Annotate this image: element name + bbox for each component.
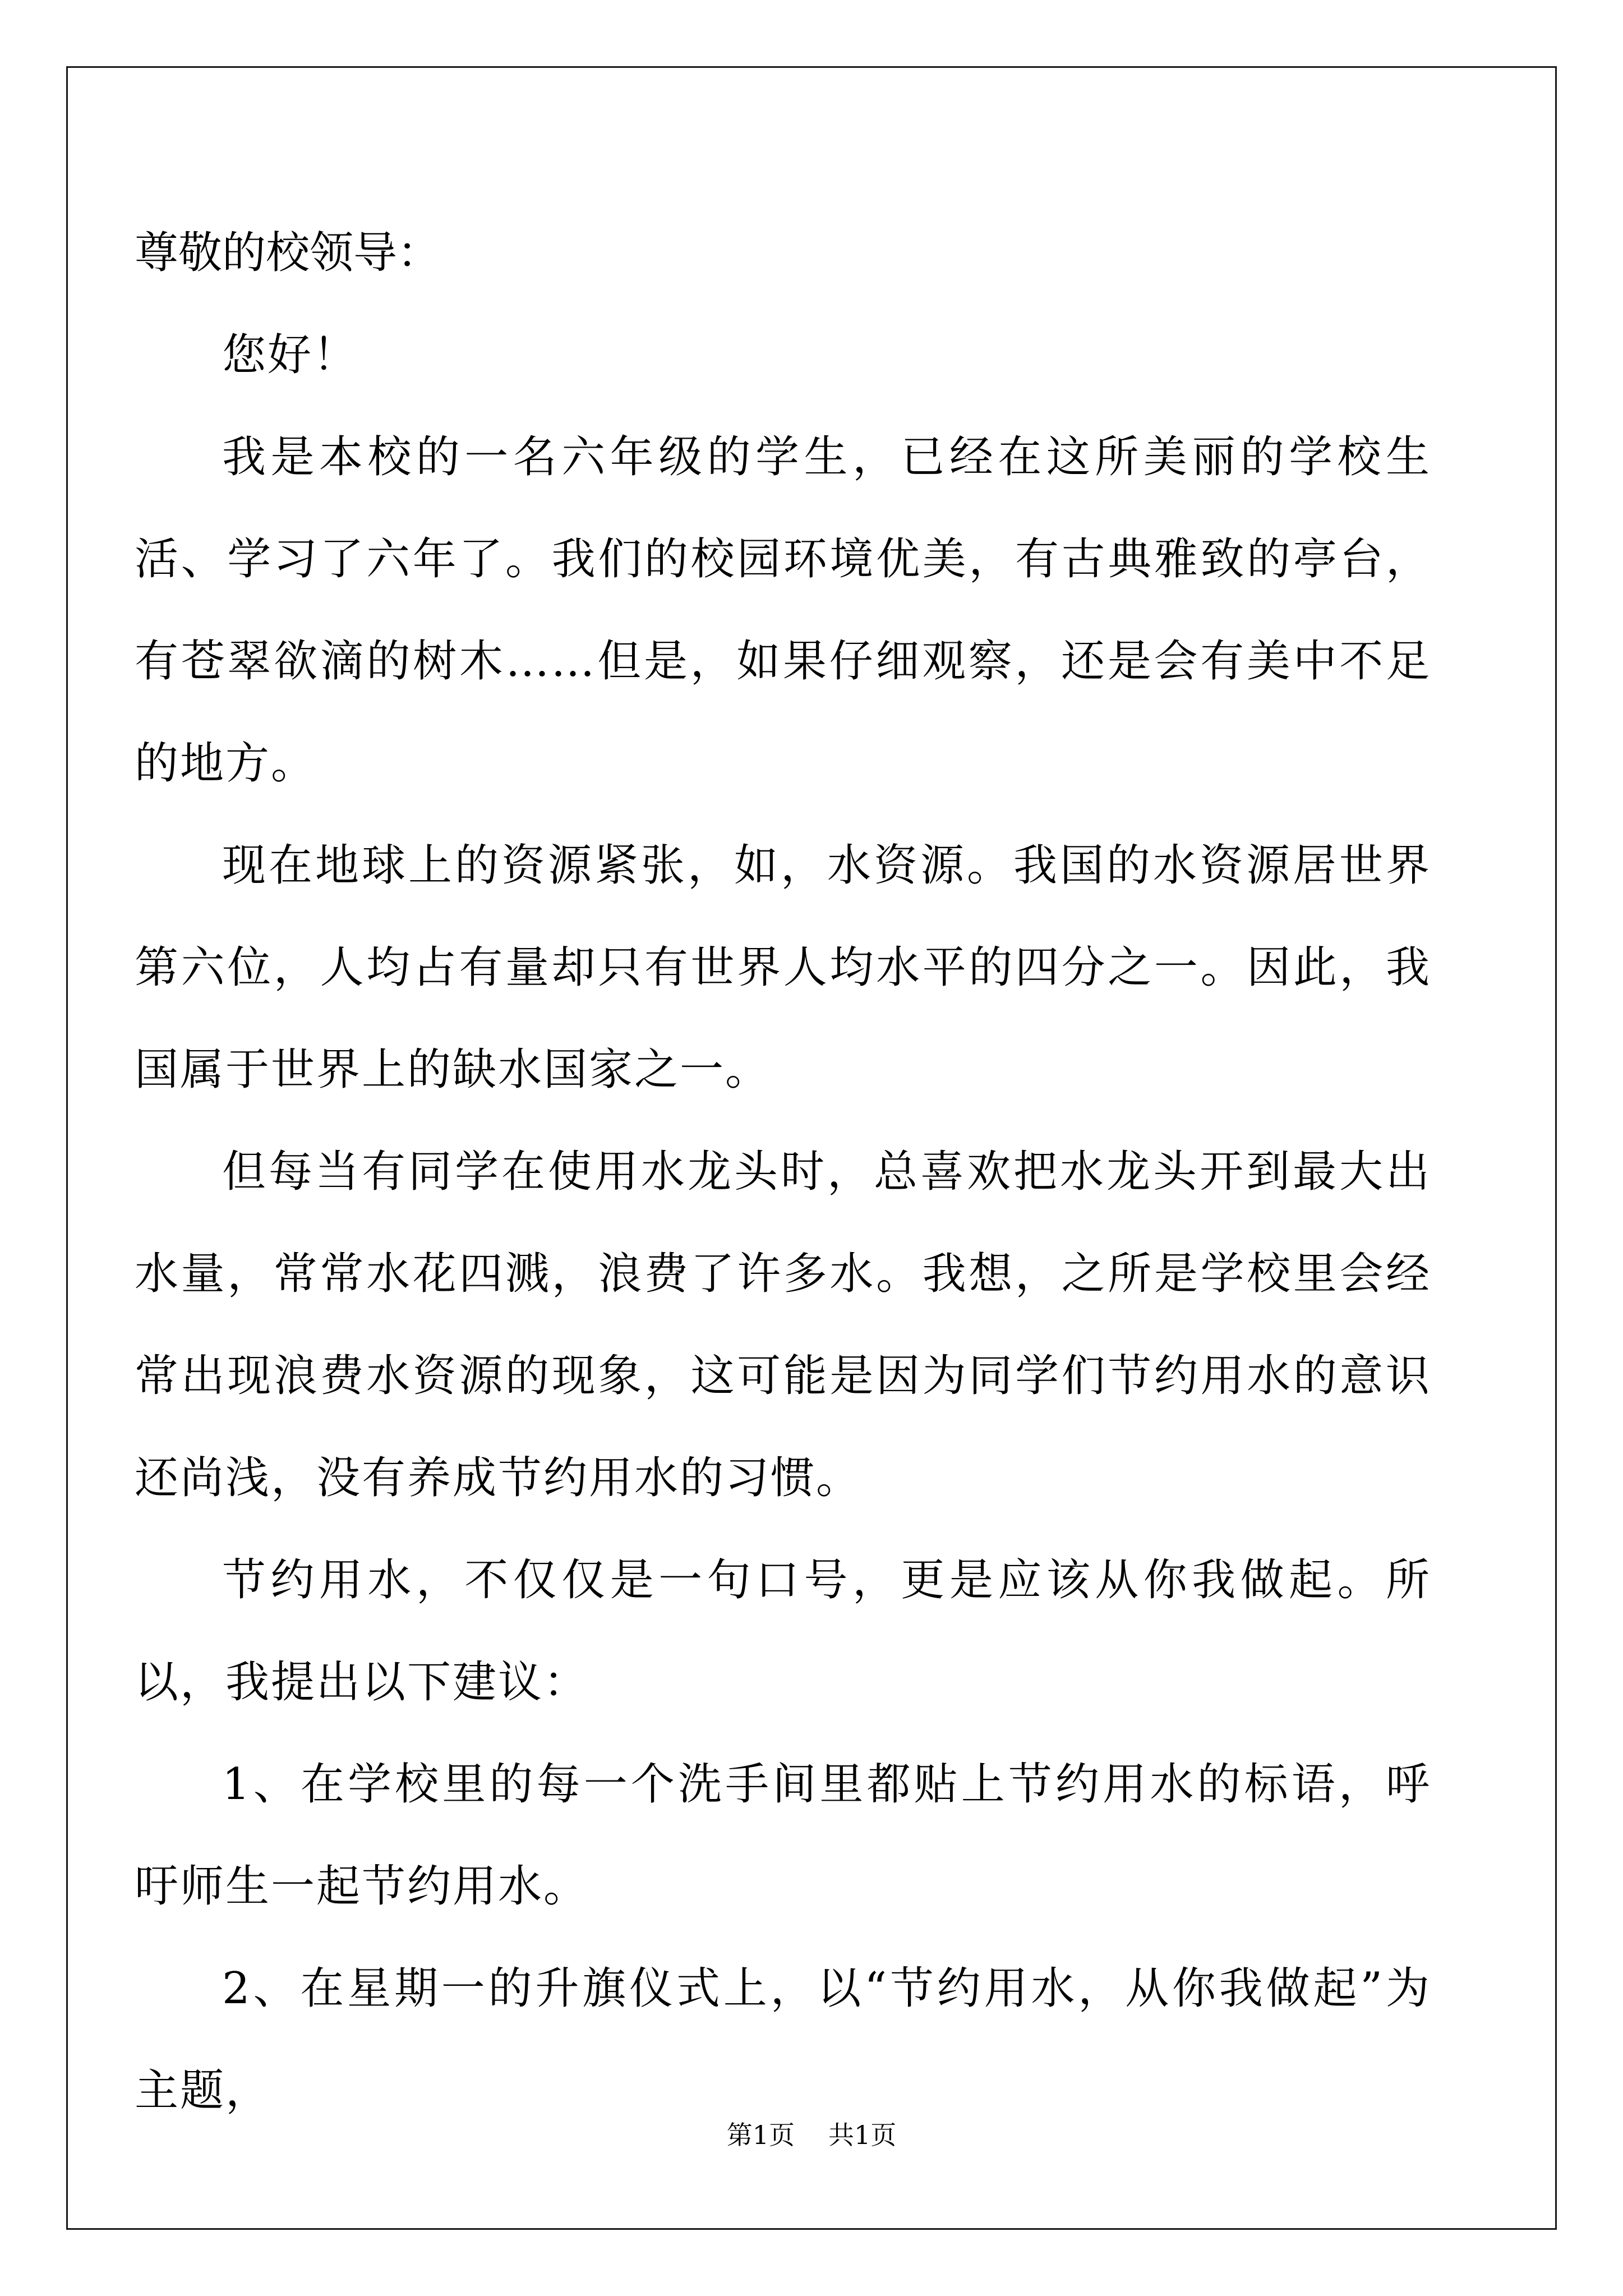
paragraph-water-resources: 现在地球上的资源紧张，如，水资源。我国的水资源居世界第六位，人均占有量却只有世界人均水平的四分之一。因此，我国属于世界上的缺水国家之一。 [135,840,1431,1095]
paragraph-intro: 我是本校的一名六年级的学生，已经在这所美丽的学校生活、学习了六年了。我们的校园环境优美，有古典雅致的亭台，有苍翠欲滴的树木……但是，如果仔细观察，还是会有美中不足的地方。 [135,432,1431,789]
paragraph-greeting: 您好！ [222,330,359,380]
paragraph-proposal-intro: 节约用水，不仅仅是一句口号，更是应该从你我做起。所以，我提出以下建议： [135,1555,1431,1708]
paragraph-waste-problem: 但每当有同学在使用水龙头时，总喜欢把水龙头开到最大出水量，常常水花四溅，浪费了许多水。我想，之所是学校里会经常出现浪费水资源的现象，这可能是因为同学们节约用水的意识还尚浅，没有养成节约用水的习惯。 [135,1147,1431,1503]
paragraph-suggestion-1: 1、在学校里的每一个洗手间里都贴上节约用水的标语，呼吁师生一起节约用水。 [135,1759,1431,1912]
salutation: 尊敬的校领导： [135,228,441,278]
document-body [135,202,1431,2142]
page-total: 共1页 [828,2120,897,2150]
page-footer [0,2115,1623,2152]
paragraph-suggestion-2: 2、在星期一的升旗仪式上，以“节约用水，从你我做起”为主题， [135,1963,1431,2116]
page-number: 第1页 [726,2120,795,2150]
